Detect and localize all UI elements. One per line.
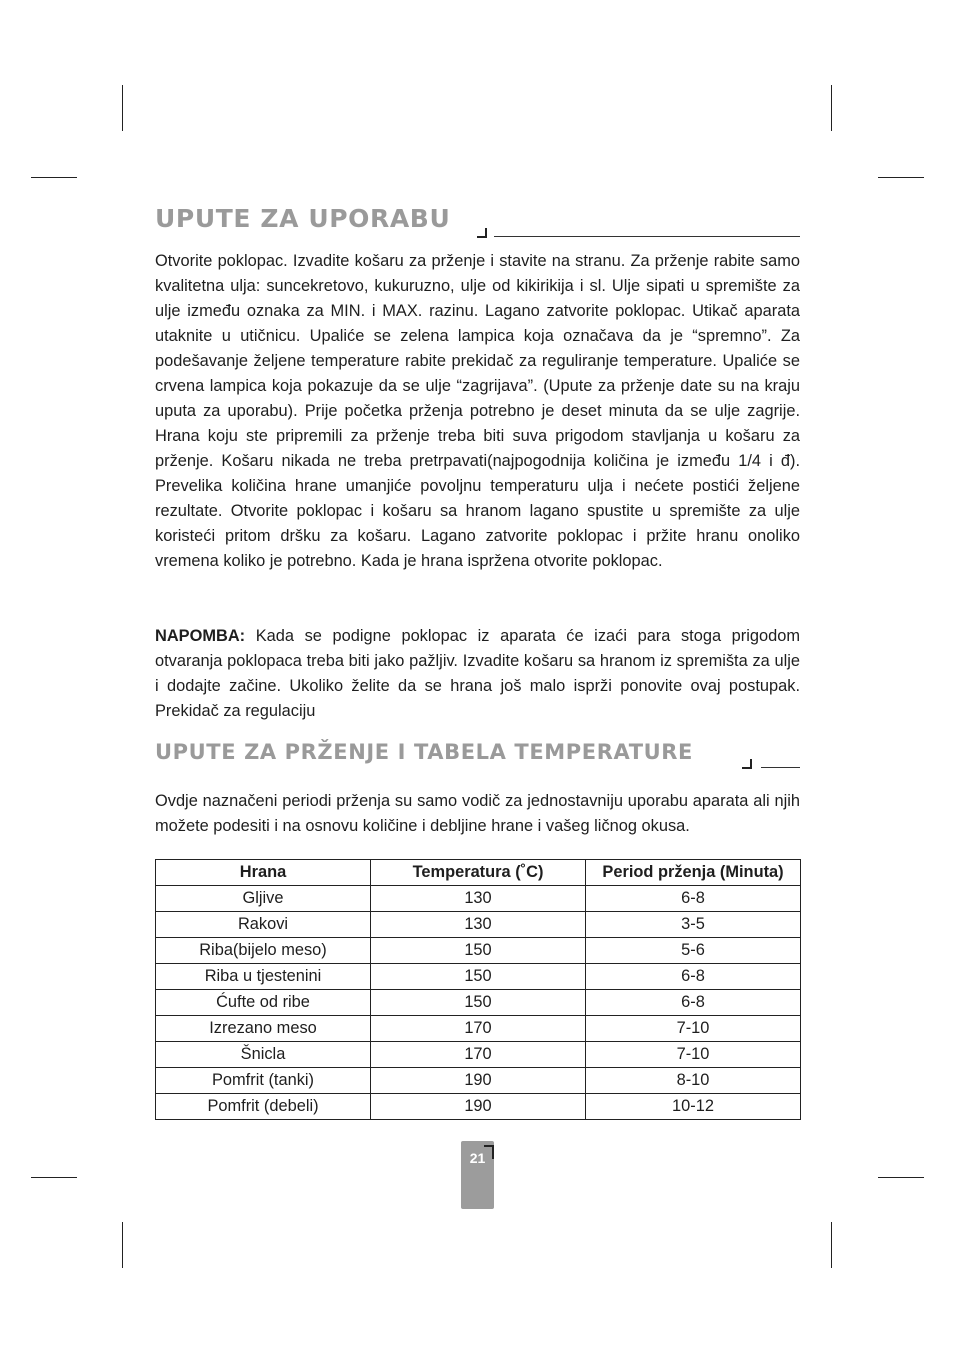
heading-rule bbox=[494, 236, 800, 237]
page-tab-corner-mark bbox=[484, 1145, 494, 1159]
food-cell: Riba u tjestenini bbox=[156, 964, 371, 990]
temperature-cell: 130 bbox=[371, 912, 586, 938]
temperature-cell: 150 bbox=[371, 990, 586, 1016]
food-cell: Pomfrit (tanki) bbox=[156, 1068, 371, 1094]
food-cell: Ćufte od ribe bbox=[156, 990, 371, 1016]
crop-mark bbox=[831, 85, 832, 131]
food-cell: Šnicla bbox=[156, 1042, 371, 1068]
time-cell: 6-8 bbox=[586, 964, 801, 990]
crop-mark bbox=[878, 1177, 924, 1178]
heading-corner-mark bbox=[477, 228, 487, 238]
table-row bbox=[156, 938, 801, 964]
table-row bbox=[156, 1016, 801, 1042]
time-cell: 3-5 bbox=[586, 912, 801, 938]
crop-mark bbox=[31, 177, 77, 178]
time-cell: 8-10 bbox=[586, 1068, 801, 1094]
column-header: Period prženja (Minuta) bbox=[586, 860, 801, 886]
table-row bbox=[156, 886, 801, 912]
food-cell: Gljive bbox=[156, 886, 371, 912]
heading-corner-mark bbox=[742, 759, 752, 769]
note-text: Kada se podigne poklopac iz aparata će izaći para stoga prigodom otvaranja poklopaca treba biti jako pažljiv. Izvadite košaru sa hranom iz spremišta za ulje i dodajte začine. Ukoliko želite da se hrana još malo isprži ponovite ovaj postupak. Prekidač za regulaciju bbox=[155, 627, 800, 720]
table-row bbox=[156, 1094, 801, 1120]
food-cell: Pomfrit (debeli) bbox=[156, 1094, 371, 1120]
temperature-cell: 170 bbox=[371, 1042, 586, 1068]
page-number: 21 bbox=[469, 1150, 486, 1166]
temperature-cell: 150 bbox=[371, 964, 586, 990]
temperature-cell: 190 bbox=[371, 1094, 586, 1120]
food-cell: Izrezano meso bbox=[156, 1016, 371, 1042]
heading-rule bbox=[761, 767, 800, 768]
column-header: Hrana bbox=[156, 860, 371, 886]
food-cell: Riba(bijelo meso) bbox=[156, 938, 371, 964]
section-heading-uporabu: UPUTE ZA UPORABU bbox=[155, 204, 451, 233]
crop-mark bbox=[878, 177, 924, 178]
table-header-row bbox=[156, 860, 801, 886]
column-header: Temperatura (˚C) bbox=[371, 860, 586, 886]
time-cell: 7-10 bbox=[586, 1042, 801, 1068]
temperature-table bbox=[155, 859, 801, 1120]
crop-mark bbox=[31, 1177, 77, 1178]
temperature-cell: 190 bbox=[371, 1068, 586, 1094]
time-cell: 10-12 bbox=[586, 1094, 801, 1120]
table-row bbox=[156, 990, 801, 1016]
table-row bbox=[156, 1042, 801, 1068]
instructions-paragraph: Otvorite poklopac. Izvadite košaru za prženje i stavite na stranu. Za prženje rabite samo kvalitetna ulja: suncekretovo, kukuruzno, ulje od kikirikija i sl. Ulje sipati u spremište za ulje između oznaka za MIN. i MAX. razinu. Lagano zatvorite poklopac. Utikač aparata utaknite u utičnicu. Upaliće se zelena lampica koja označava da je “spremno”. Za podešavanje željene temperature rabite prekidač za reguliranje temperature. Upaliće se crvena lampica koja pokazuje da se ulje “zagrijava”. (Upute za prženje date su na kraju uputa za uporabu). Prije početka prženja potrebno je deset minuta da se ulje zagrije. Hrana koju ste pripremili za prženje treba biti suva prigodom stavljanja u košaru za prženje. Košaru nikada ne treba pretrpavati(najpogodnija količina je između 1/4 i đ). Prevelika količina hrane umanjiće povoljnu temperaturu ulja i nećete postići željene rezultate. Otvorite poklopac i košaru sa hranom lagano spustite u spremište za ulje koristeći pritom dršku za košaru. Lagano zatvorite poklopac i pržite hranu onoliko vremena koliko je potrebno. Kada je hrana ispržena otvorite poklopac. bbox=[155, 252, 800, 570]
table-row bbox=[156, 964, 801, 990]
table-intro-paragraph: Ovdje naznačeni periodi prženja su samo vodič za jednostavniju uporabu aparata ali njih možete podesiti i na osnovu količine i debljine hrane i vašeg ličnog okusa. bbox=[155, 792, 800, 835]
time-cell: 6-8 bbox=[586, 990, 801, 1016]
time-cell: 7-10 bbox=[586, 1016, 801, 1042]
note-paragraph bbox=[155, 624, 800, 724]
crop-mark bbox=[831, 1222, 832, 1268]
table-row bbox=[156, 1068, 801, 1094]
section-heading-tabela: UPUTE ZA PRŽENJE I TABELA TEMPERATURE bbox=[155, 740, 694, 764]
crop-mark bbox=[122, 85, 123, 131]
table-row bbox=[156, 912, 801, 938]
food-cell: Rakovi bbox=[156, 912, 371, 938]
temperature-cell: 170 bbox=[371, 1016, 586, 1042]
time-cell: 5-6 bbox=[586, 938, 801, 964]
crop-mark bbox=[122, 1222, 123, 1268]
temperature-cell: 150 bbox=[371, 938, 586, 964]
note-label: NAPOMBA: bbox=[155, 627, 246, 645]
temperature-cell: 130 bbox=[371, 886, 586, 912]
time-cell: 6-8 bbox=[586, 886, 801, 912]
